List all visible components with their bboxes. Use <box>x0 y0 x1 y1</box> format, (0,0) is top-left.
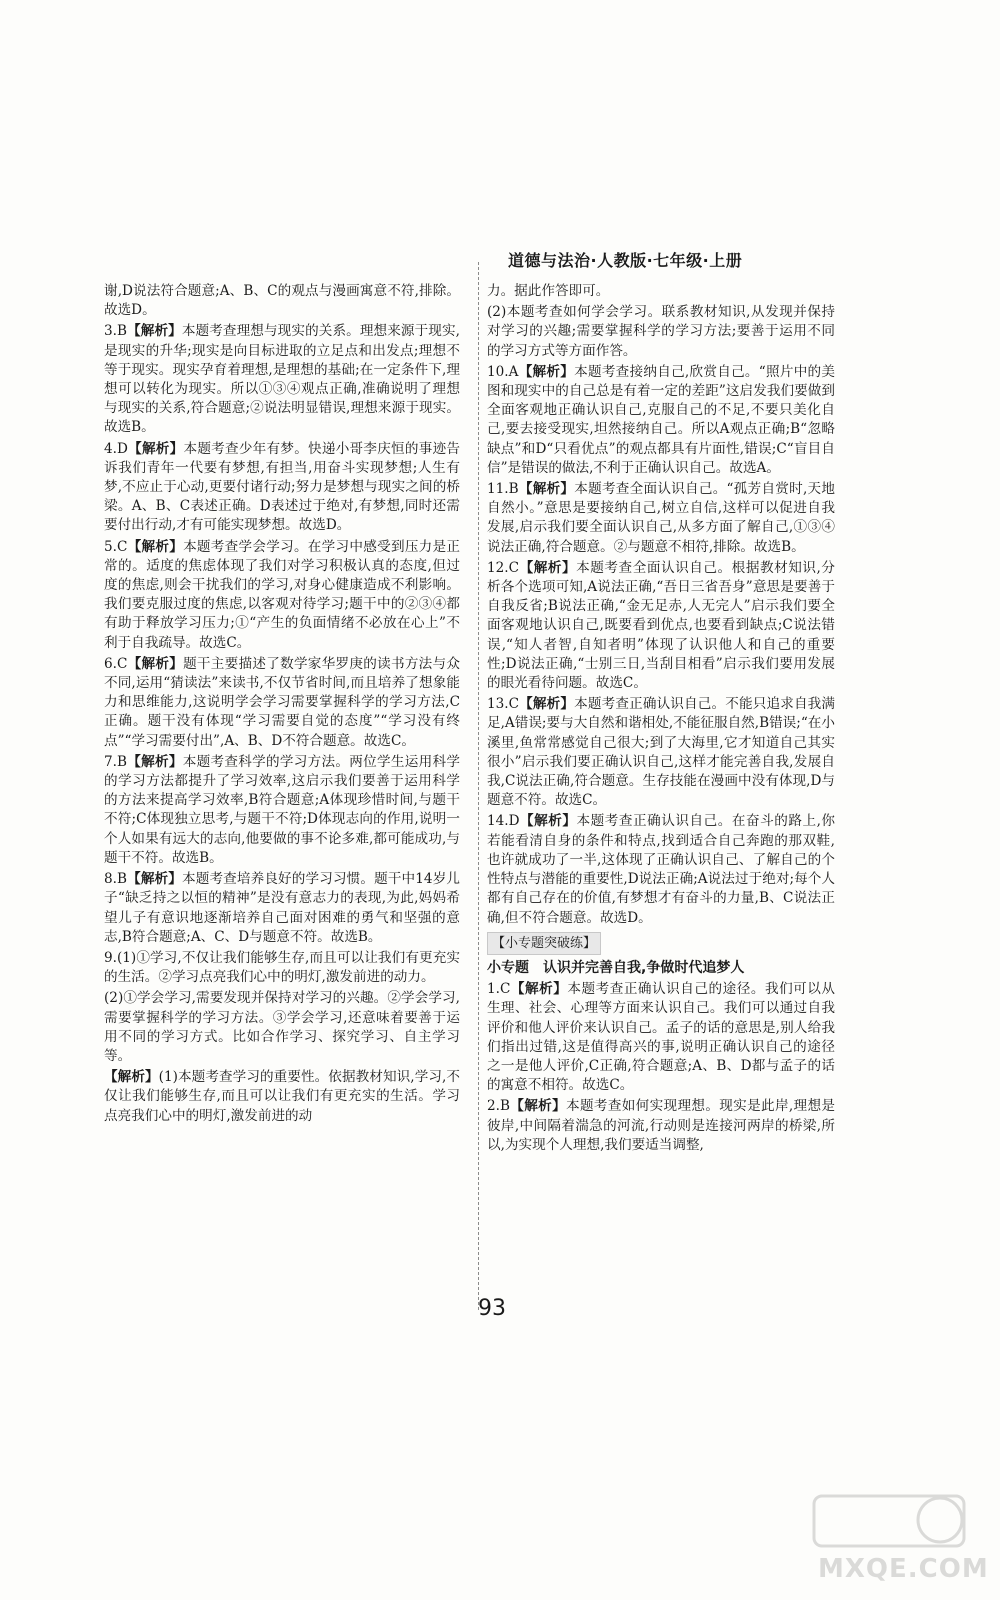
answer-item <box>487 282 835 301</box>
answer-item <box>104 440 460 536</box>
analysis-tag: 【解析】 <box>127 538 184 555</box>
answer-number: 11.B <box>487 481 519 498</box>
answer-text: 本题考查接纳自己,欣赏自己。“照片中的美图和现实中的自己总是有着一定的差距”这启发我们要做到全面客观地正确认识自己,克服自己的不足,不要只美化自己,要去接受现实,坦然接纳自己。所以A观点正确;B“忽略缺点”和D“只看优点”的观点都具有片面性,错误;C“盲目自信”是错误的做法,不利于正确认识自己。故选A。 <box>487 363 835 476</box>
answer-item <box>104 538 460 653</box>
page-number: 93 <box>478 1296 506 1321</box>
answer-item <box>104 282 460 320</box>
analysis-tag: 【解析】 <box>126 871 182 888</box>
answer-item <box>104 655 460 751</box>
page-header: 道德与法治·人教版·七年级·上册 <box>508 251 743 270</box>
answer-item <box>487 363 835 478</box>
answer-number: 8.B <box>104 871 127 888</box>
answer-number: 7.B <box>104 753 127 770</box>
watermark-text: MXQE.COM <box>818 1554 989 1584</box>
answer-item <box>487 812 835 927</box>
answer-text: 本题考查正确认识自己。在奋斗的路上,你若能看清自身的条件和特点,找到适合自己奔跑的那双鞋,也许就成功了一半,这体现了正确认识自己、了解自己的个性特点与潜能的重要性,D说法正确;A说法过于绝对;每个人都有自己存在的价值,有梦想才有奋斗的力量,B、C说法正确,但不符合题意。故选D。 <box>487 813 836 926</box>
answer-number: 1.C <box>487 981 511 998</box>
answer-text: 题干主要描述了数学家华罗庚的读书方法与众不同,运用“猜读法”来读书,不仅节省时间,而且培养了想象能力和思维能力,这说明学会学习需要掌握科学的学习方法,C正确。题干没有体现“学习需要自觉的态度”“学习没有终点”“学习需要付出”,A、B、D不符合题意。故选C。 <box>104 655 460 749</box>
answer-item <box>104 989 460 1066</box>
answer-item <box>487 480 835 557</box>
answer-text: 本题考查正确认识自己的途径。我们可以从生理、社会、心理等方面来认识自己。我们可以通过自我评价和他人评价来认识自己。孟子的话的意思是,别人给我们指出过错,这是值得高兴的事,说明正确认识自己的途径之一是他人评价,C正确,符合题意;A、B、D都与孟子的话的寓意不相符。故选C。 <box>487 981 836 1094</box>
right-column <box>478 262 835 1310</box>
analysis-tag: 【解析】 <box>127 440 184 457</box>
answer-number: 13.C <box>487 696 520 713</box>
analysis-tag: 【解析】 <box>518 481 575 498</box>
answer-text: (1)本题考查学习的重要性。依据教材知识,学习,不仅让我们能够生存,而且可以让我们有更充实的生活。学习点亮我们心中的明灯,激发前进的动 <box>104 1069 461 1124</box>
analysis-tag: 【解析】 <box>126 753 183 770</box>
topic-title: 小专题 认识并完善自我,争做时代追梦人 <box>487 959 745 976</box>
answer-number: 12.C <box>487 559 520 576</box>
answer-item <box>104 1068 460 1126</box>
answer-number: 2.B <box>487 1098 510 1115</box>
answer-text: 本题考查培养良好的学习习惯。题干中14岁儿子“缺乏持之以恒的精神”是没有意志力的表现,为此,妈妈希望儿子有意识地逐渐培养自己面对困难的勇气和坚强的意志,B符合题意;A、C、D与题意不符。故选B。 <box>104 871 461 945</box>
watermark-icon <box>810 1490 990 1560</box>
answer-text: 本题考查科学的学习方法。两位学生运用科学的学习方法都提升了学习效率,这启示我们要善于运用科学的方法来提高学习效率,B符合题意;A体现珍惜时间,与题干不符;C体现独立思考,与题干不符;D体现志向的作用,说明一个人如果有远大的志向,他要做的事不论多难,都可能成功,与题干不符。故选B。 <box>104 753 461 866</box>
answer-text: 本题考查理想与现实的关系。理想来源于现实,是现实的升华;现实是向目标进取的立足点和出发点;理想不等于现实。现实孕育着理想,是理想的基础;在一定条件下,理想可以转化为现实。所以①③④观点正确,准确说明了理想与现实的关系,符合题意;②说法明显错误,理想来源于现实。故选B。 <box>104 323 461 436</box>
answer-item <box>487 303 835 361</box>
answer-number: 10.A <box>487 363 519 380</box>
answer-item <box>104 322 460 437</box>
answer-text: 本题考查少年有梦。快递小哥李庆恒的事迹告诉我们青年一代要有梦想,有担当,用奋斗实现梦想;人生有梦,不应止于心动,更要付诸行动;努力是梦想与现实之间的桥梁。A、B、C表述正确。D表述过于绝对,有梦想,同时还需要付出行动,才有可能实现梦想。故选D。 <box>104 440 461 534</box>
answer-item <box>487 1097 835 1155</box>
section-label: 【小专题突破练】 <box>487 932 601 955</box>
answer-item <box>104 949 460 987</box>
answer-item <box>487 980 835 1095</box>
answer-number: 14.D <box>487 813 520 830</box>
analysis-tag: 【解析】 <box>509 1098 567 1115</box>
analysis-tag: 【解析】 <box>510 981 568 998</box>
answer-number: 3.B <box>104 323 127 340</box>
answer-text: 本题考查学会学习。在学习中感受到压力是正常的。适度的焦虑体现了我们对学习积极认真的态度,但过度的焦虑,则会干扰我们的学习,对身心健康造成不利影响。我们要克服过度的焦虑,以客观对待学习;题干中的②③④都有助于释放学习压力;①“产生的负面情绪不必放在心上”不利于自我疏导。故选C。 <box>104 538 460 651</box>
answer-text: (2)①学会学习,需要发现并保持对学习的兴趣。②学会学习,需要掌握科学的学习方法。③学会学习,还意味着要善于运用不同的学习方式。比如合作学习、探究学习、自主学习等。 <box>104 990 460 1064</box>
answer-item <box>104 753 460 868</box>
answer-text: 本题考查全面认识自己。“孤芳自赏时,天地自然小。”意思是要接纳自己,树立自信,这样可以促进自我发展,启示我们要全面认识自己,从多方面了解自己,①③④说法正确,符合题意。②与题意不相符,排除。故选B。 <box>487 481 835 555</box>
answer-item <box>104 870 460 947</box>
analysis-tag: 【解析】 <box>519 696 575 713</box>
answer-text: 本题考查全面认识自己。根据教材知识,分析各个选项可知,A说法正确,“吾日三省吾身”意思是要善于自我反省;B说法正确,“金无足赤,人无完人”启示我们要全面客观地认识自己,既要看到优点,也要看到缺点;C说法错误,“知人者智,自知者明”体现了认识他人和自己的重要性;D说法正确,“士别三日,当刮目相看”启示我们要用发展的眼光看待问题。故选C。 <box>487 559 835 692</box>
answer-number: 6.C <box>104 655 128 672</box>
answer-item <box>487 695 835 810</box>
answer-text: 本题考查如何实现理想。现实是此岸,理想是彼岸,中间隔着湍急的河流,行动则是连接河两岸的桥梁,所以,为实现个人理想,我们要适当调整, <box>487 1098 836 1153</box>
analysis-tag: 【解析】 <box>518 363 575 380</box>
watermark-logo <box>810 1490 990 1590</box>
analysis-tag: 【解析】 <box>104 1069 159 1086</box>
answer-text: (1)①学习,不仅让我们能够生存,而且可以让我们有更充实的生活。②学习点亮我们心中的明灯,激发前进的动力。 <box>104 949 460 986</box>
answer-text: 本题考查正确认识自己。不能只追求自我满足,A错误;要与大自然和谐相处,不能征服自然,B错误;“在小溪里,鱼常常感觉自己很大;到了大海里,它才知道自己其实很小”启示我们要正确认识自己,这样才能完善自我,发展自我,C说法正确,符合题意。生存技能在漫画中没有体现,D与题意不符。故选C。 <box>487 696 836 809</box>
answer-number: 4.D <box>104 440 128 457</box>
answer-item <box>487 559 835 693</box>
analysis-tag: 【解析】 <box>126 323 182 340</box>
analysis-tag: 【解析】 <box>519 813 577 830</box>
answer-text: 力。据此作答即可。 <box>487 283 610 299</box>
answer-number: 5.C <box>104 538 128 555</box>
analysis-tag: 【解析】 <box>519 559 577 576</box>
answer-text: 谢,D说法符合题意;A、B、C的观点与漫画寓意不符,排除。故选D。 <box>104 283 460 319</box>
analysis-tag: 【解析】 <box>127 655 184 672</box>
answer-text: (2)本题考查如何学会学习。联系教材知识,从发现并保持对学习的兴趣;需要掌握科学的学习方法;要善于运用不同的学习方式等方面作答。 <box>487 304 835 359</box>
answer-number: 9. <box>104 949 117 966</box>
left-column <box>104 282 460 1128</box>
